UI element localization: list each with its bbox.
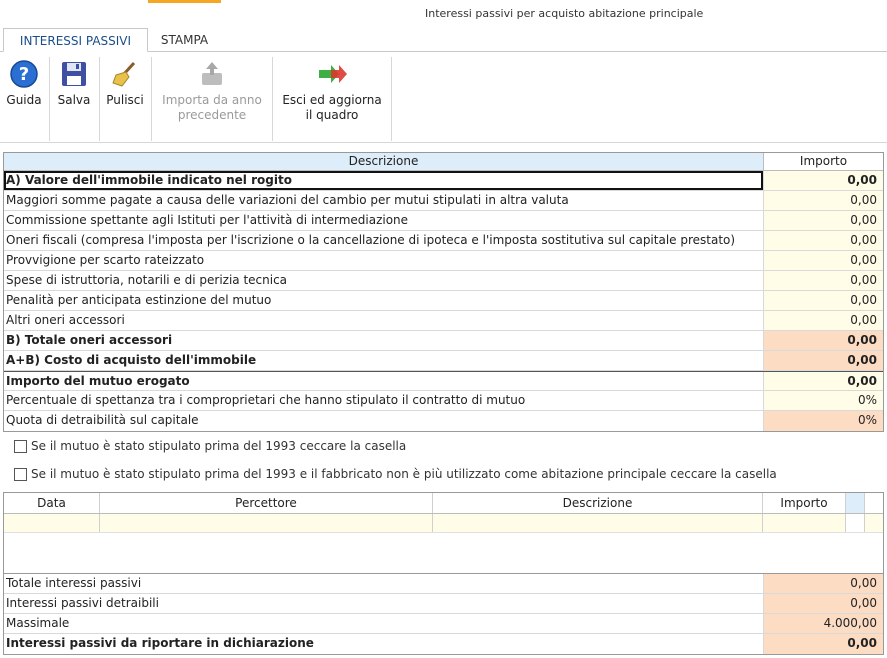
pre1993-checkbox-row bbox=[14, 438, 406, 454]
row-label: Massimale bbox=[6, 616, 70, 630]
row-label: Altri oneri accessori bbox=[6, 313, 125, 327]
row-label: Maggiori somme pagate a causa delle variazioni del cambio per mutui stipulati in altra valuta bbox=[6, 193, 569, 207]
toolbar-separator bbox=[49, 57, 50, 141]
grid-scroll-header bbox=[846, 493, 865, 513]
importa-label-line2: precedente bbox=[177, 108, 247, 122]
column-header-data: Data bbox=[4, 493, 100, 513]
row-label: A+B) Costo di acquisto dell'immobile bbox=[6, 353, 257, 367]
ribbon-tabs bbox=[0, 28, 887, 52]
row-label: Penalità per anticipata estinzione del mutuo bbox=[6, 293, 272, 307]
totale-oneri-value: 0,00 bbox=[763, 331, 883, 350]
table-row bbox=[4, 251, 883, 271]
oneri-fiscali-input[interactable]: 0,00 bbox=[763, 231, 883, 250]
table-row bbox=[4, 171, 883, 191]
commissione-input[interactable]: 0,00 bbox=[763, 211, 883, 230]
table-row bbox=[4, 634, 883, 654]
column-header-percettore: Percettore bbox=[100, 493, 433, 513]
descrizione-cell[interactable] bbox=[433, 514, 763, 532]
grid-scroll-cell bbox=[846, 514, 865, 532]
pulisci-label: Pulisci bbox=[106, 93, 144, 107]
pre1993-checkbox[interactable] bbox=[14, 440, 27, 453]
importo-cell[interactable] bbox=[763, 514, 846, 532]
table-row bbox=[4, 191, 883, 211]
exit-arrow-icon bbox=[314, 59, 350, 89]
toolbar-separator bbox=[272, 57, 273, 141]
svg-text:?: ? bbox=[18, 64, 30, 85]
totali-table bbox=[3, 573, 884, 655]
save-icon bbox=[59, 59, 89, 89]
column-header-descrizione: Descrizione bbox=[433, 493, 763, 513]
pre1993-label: Se il mutuo è stato stipulato prima del 1993 ceccare la casella bbox=[31, 439, 407, 453]
percettore-cell[interactable] bbox=[100, 514, 433, 532]
window-title: Interessi passivi per acquisto abitazione principale bbox=[425, 7, 704, 20]
table-row bbox=[4, 271, 883, 291]
totale-interessi-value: 0,00 bbox=[763, 574, 883, 593]
importa-label bbox=[154, 93, 270, 123]
help-icon bbox=[9, 59, 39, 89]
costo-acquisto-value: 0,00 bbox=[763, 351, 883, 370]
table-row bbox=[4, 331, 883, 351]
toolbar-separator bbox=[151, 57, 152, 141]
altri-oneri-input[interactable]: 0,00 bbox=[763, 311, 883, 330]
importa-label-line1: Importa da anno bbox=[162, 93, 262, 107]
table-row bbox=[4, 594, 883, 614]
pre1993-not-used-label: Se il mutuo è stato stipulato prima del 1993 e il fabbricato non è più utilizzato come abitazione principale ceccare la casella bbox=[31, 467, 777, 481]
esci-label-line2: il quadro bbox=[305, 108, 359, 122]
grid-header bbox=[4, 493, 883, 514]
row-label: Importo del mutuo erogato bbox=[6, 374, 190, 388]
grid-row bbox=[4, 514, 883, 533]
tab-accent-bar bbox=[148, 0, 221, 3]
valore-immobile-input[interactable]: 0,00 bbox=[763, 171, 883, 190]
salva-button[interactable] bbox=[52, 53, 96, 141]
row-label: Interessi passivi da riportare in dichiarazione bbox=[6, 636, 314, 650]
importo-mutuo-input[interactable]: 0,00 bbox=[763, 372, 883, 390]
provvigione-input[interactable]: 0,00 bbox=[763, 251, 883, 270]
quota-detraibilita-value: 0% bbox=[763, 411, 883, 431]
spese-istruttoria-input[interactable]: 0,00 bbox=[763, 271, 883, 290]
toolbar-separator bbox=[99, 57, 100, 141]
table-row bbox=[4, 351, 883, 371]
salva-label: Salva bbox=[57, 93, 91, 107]
toolbar-separator bbox=[391, 57, 392, 141]
pulisci-button[interactable] bbox=[102, 53, 148, 141]
column-header-descrizione: Descrizione bbox=[4, 153, 763, 170]
pre1993-not-used-checkbox[interactable] bbox=[14, 468, 27, 481]
valore-immobile-table bbox=[3, 152, 884, 432]
table-row bbox=[4, 311, 883, 331]
massimale-value: 4.000,00 bbox=[763, 614, 883, 633]
guida-label: Guida bbox=[6, 93, 42, 107]
row-label: Percentuale di spettanza tra i comproprietari che hanno stipulato il contratto di mutuo bbox=[6, 393, 526, 407]
esci-label bbox=[276, 93, 388, 123]
interessi-grid bbox=[3, 492, 884, 574]
esci-aggiorna-button[interactable] bbox=[276, 53, 388, 141]
broom-icon bbox=[110, 59, 140, 89]
row-label: Quota di detraibilità sul capitale bbox=[6, 413, 199, 427]
interessi-detraibili-value: 0,00 bbox=[763, 594, 883, 613]
row-label: Commissione spettante agli Istituti per l'attività di intermediazione bbox=[6, 213, 409, 227]
column-header-importo: Importo bbox=[763, 493, 846, 513]
row-label: Spese di istruttoria, notarili e di perizia tecnica bbox=[6, 273, 288, 287]
row-label: Interessi passivi detraibili bbox=[6, 596, 159, 610]
table-row bbox=[4, 211, 883, 231]
table-row bbox=[4, 411, 883, 431]
row-label: Totale interessi passivi bbox=[6, 576, 142, 590]
esci-label-line1: Esci ed aggiorna bbox=[282, 93, 382, 107]
row-label: Oneri fiscali (compresa l'imposta per l'iscrizione o la cancellazione di ipoteca e l'imposta sostitutiva sul capitale prestato) bbox=[6, 233, 736, 247]
title-bar bbox=[0, 0, 887, 28]
table-row bbox=[4, 391, 883, 411]
column-header-importo: Importo bbox=[763, 153, 883, 170]
penalita-input[interactable]: 0,00 bbox=[763, 291, 883, 310]
table-row bbox=[4, 371, 883, 391]
percentuale-spettanza-input[interactable]: 0% bbox=[763, 391, 883, 410]
row-label: A) Valore dell'immobile indicato nel rogito bbox=[4, 171, 763, 190]
data-cell[interactable] bbox=[4, 514, 100, 532]
table-row bbox=[4, 291, 883, 311]
importa-anno-precedente-button[interactable] bbox=[154, 53, 270, 141]
row-label: B) Totale oneri accessori bbox=[6, 333, 173, 347]
table-row bbox=[4, 231, 883, 251]
maggiori-somme-input[interactable]: 0,00 bbox=[763, 191, 883, 210]
tab-interessi-passivi[interactable]: INTERESSI PASSIVI bbox=[3, 28, 148, 52]
table-row bbox=[4, 614, 883, 634]
table-row bbox=[4, 574, 883, 594]
row-label: Provvigione per scarto rateizzato bbox=[6, 253, 205, 267]
pre1993-not-used-checkbox-row bbox=[14, 466, 777, 482]
toolbar bbox=[0, 53, 887, 143]
tab-stampa[interactable]: STAMPA bbox=[160, 33, 209, 47]
table-header bbox=[4, 153, 883, 171]
import-icon bbox=[197, 59, 227, 89]
guida-button[interactable] bbox=[4, 53, 44, 141]
interessi-dichiarazione-value: 0,00 bbox=[763, 634, 883, 654]
